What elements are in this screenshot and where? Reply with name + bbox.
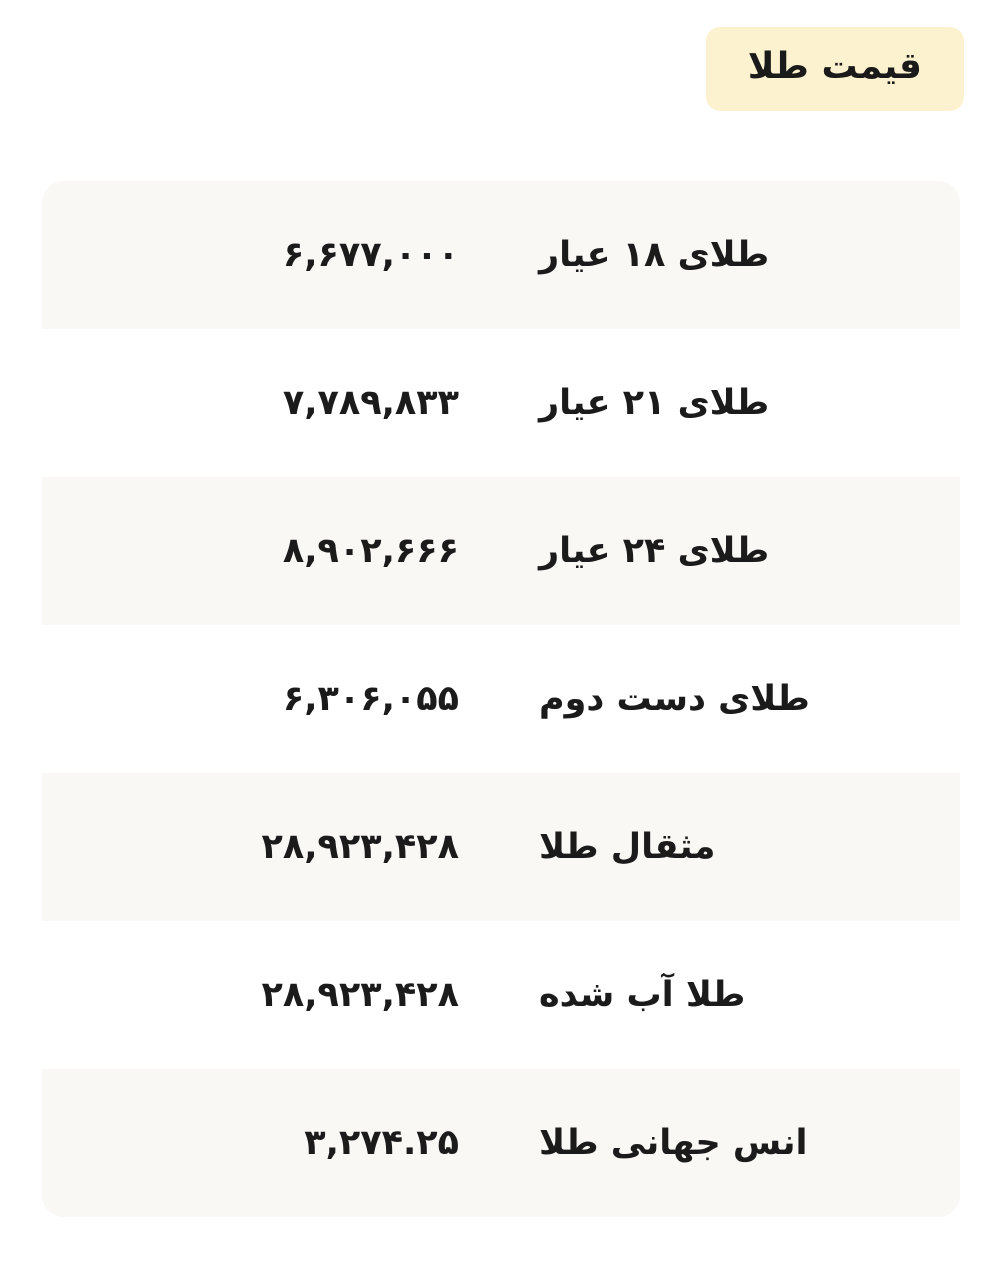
row-value: ۷,۷۸۹,۸۳۳ xyxy=(282,383,459,423)
row-label: مثقال طلا xyxy=(539,827,716,867)
row-value: ۲۸,۹۲۳,۴۲۸ xyxy=(261,975,459,1015)
table-row[interactable] xyxy=(42,773,960,921)
row-label: طلای ۲۴ عیار xyxy=(539,531,770,571)
row-value: ۸,۹۰۲,۶۶۶ xyxy=(282,531,459,571)
page-header xyxy=(0,0,1002,111)
table-row[interactable] xyxy=(42,181,960,329)
gold-price-table xyxy=(42,181,960,1217)
table-row[interactable] xyxy=(42,329,960,477)
table-row[interactable] xyxy=(42,921,960,1069)
row-label: انس جهانی طلا xyxy=(539,1123,808,1163)
row-label: طلای دست دوم xyxy=(539,679,810,719)
row-value: ۶,۶۷۷,۰۰۰ xyxy=(282,235,459,275)
table-row[interactable] xyxy=(42,1069,960,1217)
table-row[interactable] xyxy=(42,477,960,625)
row-label: طلا آب شده xyxy=(539,975,746,1015)
row-value: ۳,۲۷۴.۲۵ xyxy=(304,1123,459,1163)
row-value: ۶,۳۰۶,۰۵۵ xyxy=(282,679,459,719)
row-label: طلای ۱۸ عیار xyxy=(539,235,770,275)
row-label: طلای ۲۱ عیار xyxy=(539,383,770,423)
table-row[interactable] xyxy=(42,625,960,773)
row-value: ۲۸,۹۲۳,۴۲۸ xyxy=(261,827,459,867)
page-title: قیمت طلا xyxy=(706,27,964,111)
